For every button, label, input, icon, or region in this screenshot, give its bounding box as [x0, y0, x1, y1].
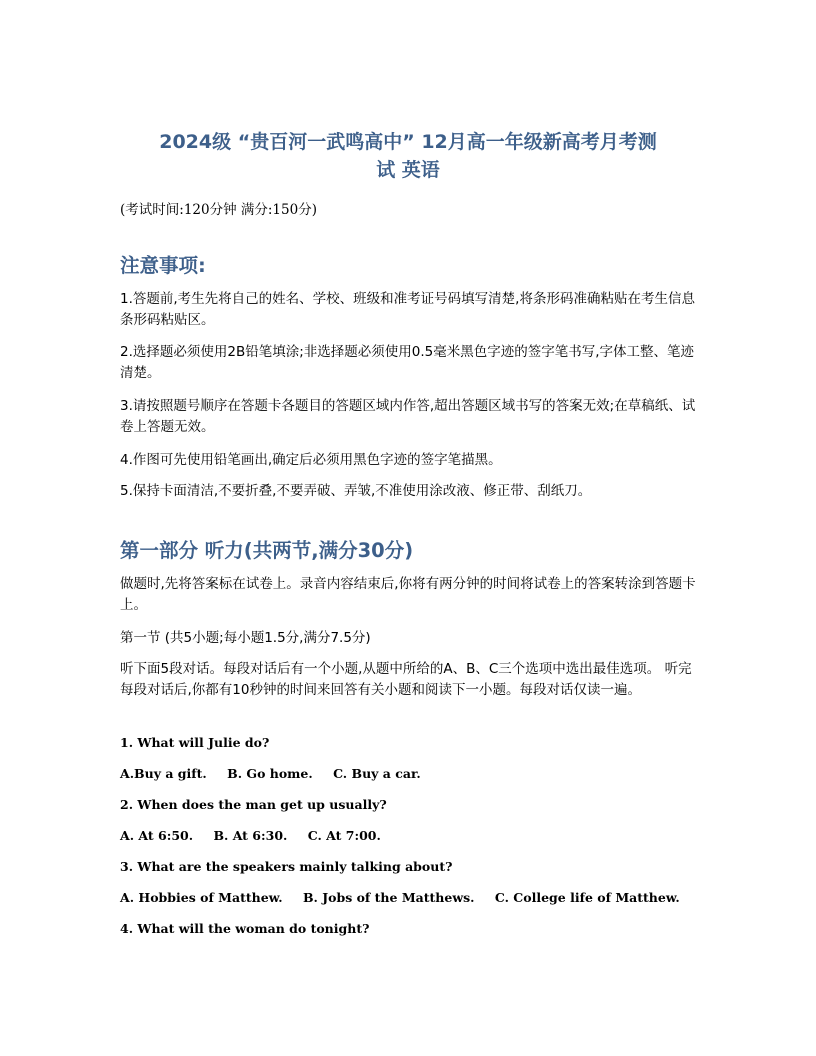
question-2-options: [120, 828, 397, 843]
option-a: A. At 6:50.: [120, 828, 194, 843]
question-1: 1. What will Julie do?: [120, 735, 270, 750]
part1-heading: 第一部分 听力(共两节,满分30分): [120, 539, 414, 562]
option-a: A. Hobbies of Matthew.: [120, 890, 283, 905]
question-3: 3. What are the speakers mainly talking about?: [120, 859, 453, 874]
note-4: 4.作图可先使用铅笔画出,确定后必须用黑色字迹的签字笔描黑。: [120, 452, 502, 468]
title-line-2: 试 英语: [376, 159, 440, 181]
question-3-options: [120, 890, 696, 905]
option-a: A.Buy a gift.: [120, 766, 207, 781]
note-5: 5.保持卡面清洁,不要折叠,不要弄破、弄皱,不准使用涂改液、修正带、刮纸刀。: [120, 483, 592, 499]
section1-heading: 第一节 (共5小题;每小题1.5分,满分7.5分): [120, 630, 371, 646]
title-line-1: 2024级 “贵百河一武鸣高中” 12月高一年级新高考月考测: [159, 131, 657, 153]
option-c: C. College life of Matthew.: [494, 890, 680, 905]
exam-title: [110, 128, 706, 184]
question-1-options: [120, 766, 437, 781]
option-b: B. Jobs of the Matthews.: [302, 890, 475, 905]
part1-intro: 做题时,先将答案标在试卷上。录音内容结束后,你将有两分钟的时间将试卷上的答案转涂到答题卡上。: [120, 576, 696, 613]
option-b: B. At 6:30.: [213, 828, 288, 843]
option-b: B. Go home.: [227, 766, 313, 781]
question-2: 2. When does the man get up usually?: [120, 797, 387, 812]
exam-info: (考试时间:120分钟 满分:150分): [120, 202, 317, 218]
note-2: 2.选择题必须使用2B铅笔填涂;非选择题必须使用0.5毫米黑色字迹的签字笔书写,字体工整、笔迹清楚。: [120, 344, 695, 381]
notes-heading: 注意事项:: [120, 254, 206, 277]
section1-intro: 听下面5段对话。每段对话后有一个小题,从题中所给的A、B、C三个选项中选出最佳选项。 听完每段对话后,你都有10秒钟的时间来回答有关小题和阅读下一小题。每段对话仅读一遍。: [120, 661, 692, 698]
option-c: C. At 7:00.: [307, 828, 381, 843]
note-1: 1.答题前,考生先将自己的姓名、学校、班级和准考证号码填写清楚,将条形码准确粘贴在考生信息条形码粘贴区。: [120, 291, 695, 328]
note-3: 3.请按照题号顺序在答题卡各题目的答题区域内作答,超出答题区域书写的答案无效;在草稿纸、试卷上答题无效。: [120, 398, 696, 435]
question-4: 4. What will the woman do tonight?: [120, 921, 370, 936]
option-c: C. Buy a car.: [333, 766, 421, 781]
